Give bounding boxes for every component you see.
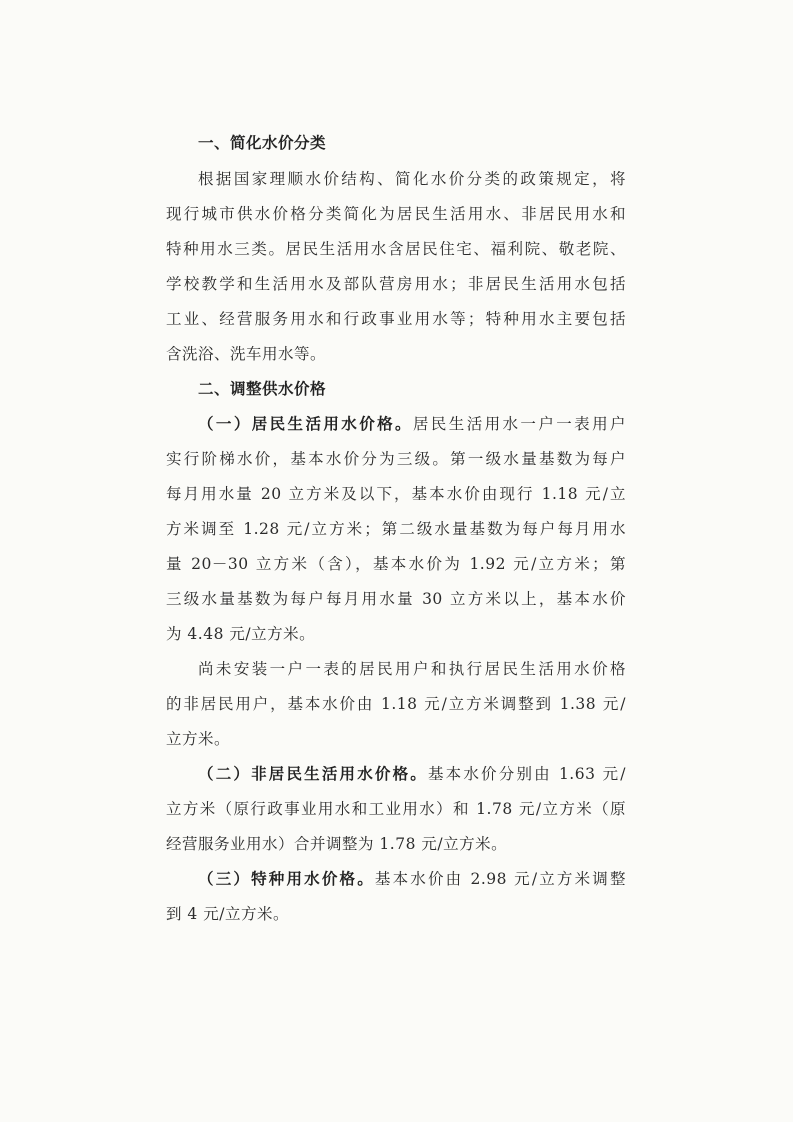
item-first-line <box>198 413 626 435</box>
section-heading-simplify: 一、简化水价分类 <box>198 134 327 152</box>
paragraph-line: 含洗浴、洗车用水等。 <box>166 345 327 363</box>
paragraph-line: 量 20－30 立方米（含），基本水价为 1.92 元/立方米；第 <box>166 555 626 573</box>
paragraph-line: 每月用水量 20 立方米及以下，基本水价由现行 1.18 元/立 <box>166 485 626 503</box>
paragraph-line: 尚未安装一户一表的居民用户和执行居民生活用水价格 <box>198 660 626 678</box>
item-label-special: （三）特种用水价格。 <box>198 870 375 888</box>
paragraph-line: 立方米（原行政事业用水和工业用水）和 1.78 元/立方米（原 <box>166 800 626 818</box>
paragraph-line: 根据国家理顺水价结构、简化水价分类的政策规定，将 <box>198 170 626 188</box>
paragraph-line: 立方米。 <box>166 730 231 748</box>
paragraph-line: 的非居民用户，基本水价由 1.18 元/立方米调整到 1.38 元/ <box>166 695 626 713</box>
item-first-line <box>198 763 626 785</box>
paragraph-line: 现行城市供水价格分类简化为居民生活用水、非居民用水和 <box>166 205 626 223</box>
section-heading-adjust: 二、调整供水价格 <box>198 380 327 398</box>
item-text: 基本水价分别由 1.63 元/ <box>427 765 626 783</box>
paragraph-line: 学校教学和生活用水及部队营房用水；非居民生活用水包括 <box>166 275 626 293</box>
item-first-line <box>198 868 626 890</box>
paragraph-line: 为 4.48 元/立方米。 <box>166 625 316 643</box>
paragraph-line: 工业、经营服务用水和行政事业用水等；特种用水主要包括 <box>166 310 626 328</box>
item-label-residential: （一）居民生活用水价格。 <box>198 415 413 433</box>
paragraph-line: 实行阶梯水价，基本水价分为三级。第一级水量基数为每户 <box>166 450 626 468</box>
paragraph-line: 三级水量基数为每户每月用水量 30 立方米以上，基本水价 <box>166 590 626 608</box>
item-label-non-residential: （二）非居民生活用水价格。 <box>198 765 428 783</box>
paragraph-line: 特种用水三类。居民生活用水含居民住宅、福利院、敬老院、 <box>166 240 626 258</box>
paragraph-line: 经营服务业用水）合并调整为 1.78 元/立方米。 <box>166 835 508 853</box>
paragraph-line: 方米调至 1.28 元/立方米；第二级水量基数为每户每月用水 <box>166 520 626 538</box>
item-text: 基本水价由 2.98 元/立方米调整 <box>374 870 626 888</box>
item-text: 居民生活用水一户一表用户 <box>412 415 626 433</box>
paragraph-line: 到 4 元/立方米。 <box>166 905 289 923</box>
